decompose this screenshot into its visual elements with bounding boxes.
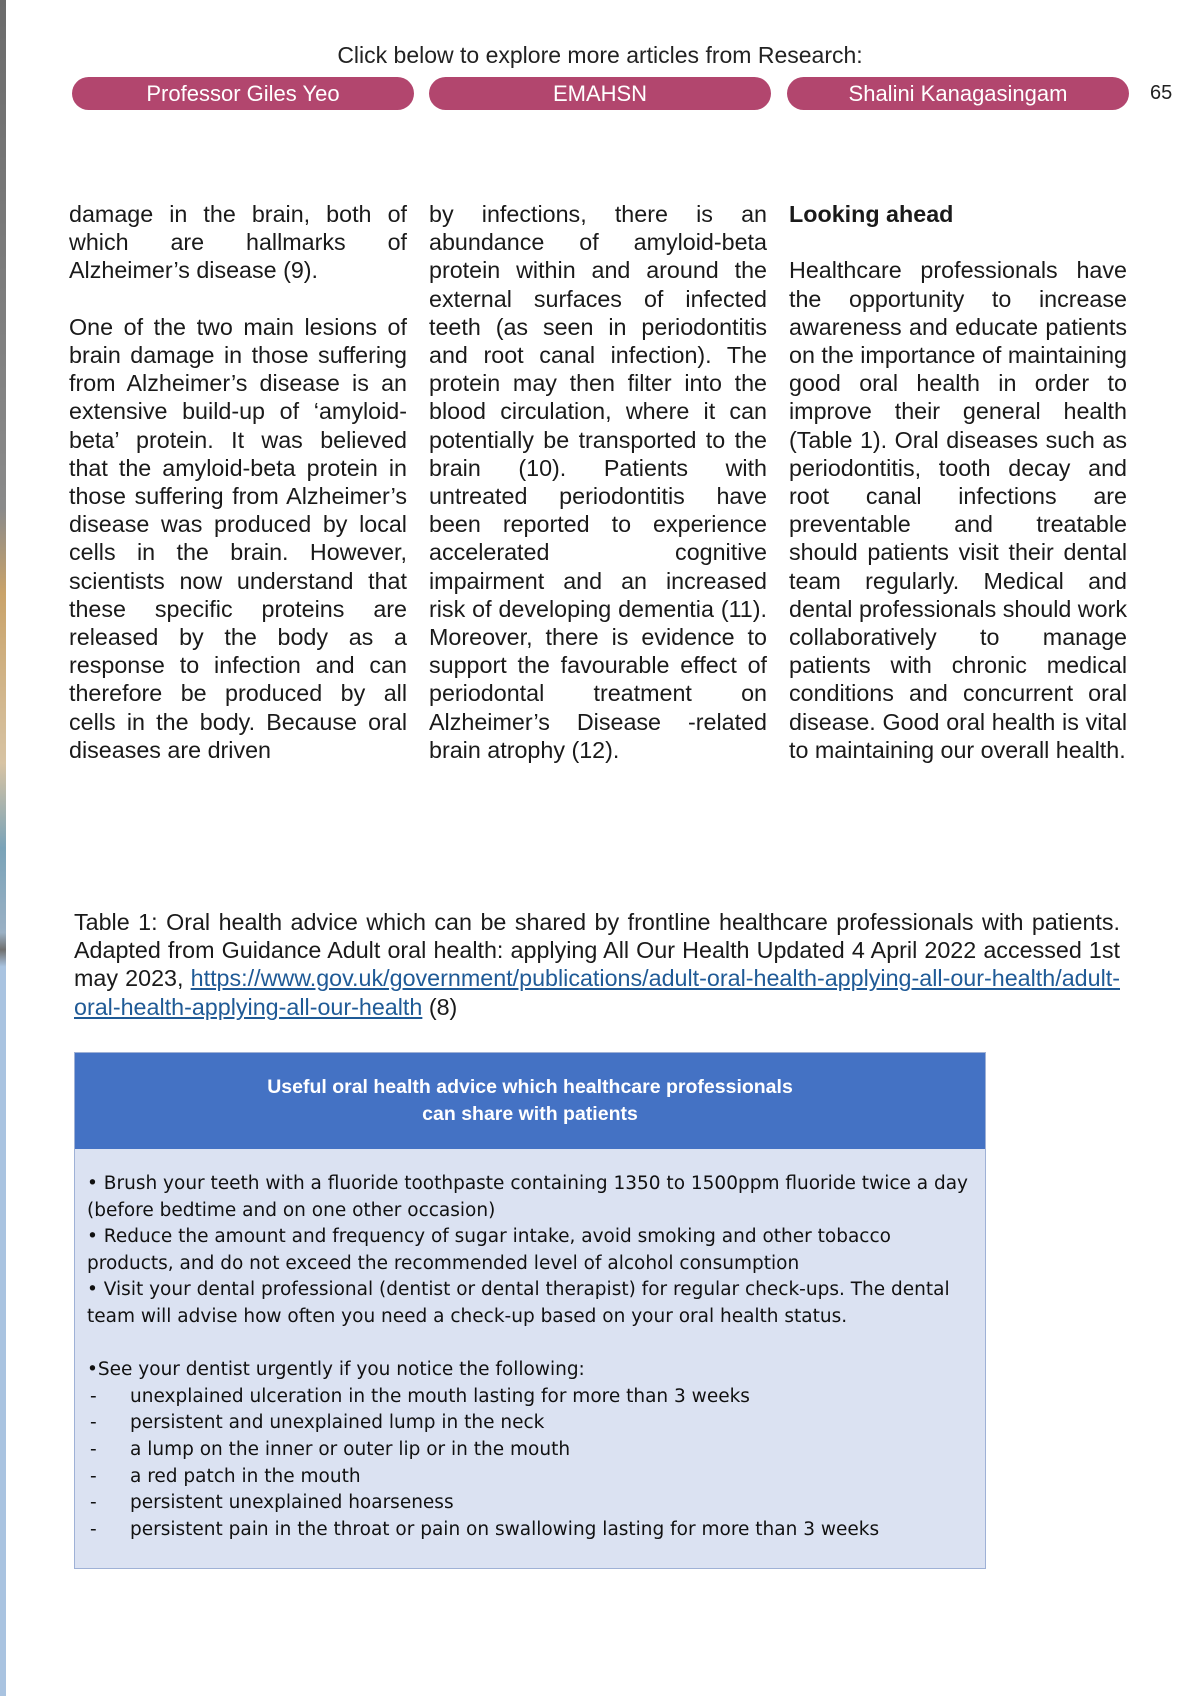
nav-caption: Click below to explore more articles from Research: (337, 42, 863, 68)
urgent-list-item (87, 1410, 973, 1437)
paragraph: damage in the brain, both of which are hallmarks of Alzheimer’s disease (9). (69, 201, 407, 284)
urgent-item-text: a red patch in the mouth (130, 1465, 361, 1487)
urgent-list-item (87, 1490, 973, 1517)
urgent-list-item (87, 1437, 973, 1464)
caption-text: Table 1: Oral health advice which can be shared by frontline healthcare professionals with patients. Adapted from Guidance Adult oral health: applying All Our Health Updated 4 April 2022 accessed 1st may 2023, (74, 909, 1120, 992)
advice-bullet: • Reduce the amount and frequency of sugar intake, avoid smoking and other tobacco products, and do not exceed the recommended level of alcohol consumption (87, 1226, 891, 1274)
caption-suffix: (8) (422, 993, 458, 1020)
dash-marker: - (90, 1438, 97, 1460)
nav-button-emahsn[interactable]: EMAHSN (429, 77, 771, 110)
advice-table (74, 1052, 986, 1569)
dash-marker: - (90, 1492, 97, 1514)
urgent-intro: •See your dentist urgently if you notice the following: (87, 1359, 585, 1381)
header-line: Useful oral health advice which healthcare professionals (267, 1076, 793, 1098)
urgent-list-item (87, 1464, 973, 1491)
dash-marker: - (90, 1385, 97, 1407)
page-number: 65 (1150, 82, 1173, 104)
advice-bullet: • Brush your teeth with a fluoride toothpaste containing 1350 to 1500ppm fluoride twice a day (before bedtime and on one other occasion) (87, 1173, 969, 1221)
text-column-1 (69, 200, 407, 792)
text-column-3 (789, 200, 1127, 792)
paragraph: One of the two main lesions of brain damage in those suffering from Alzheimer’s disease is an extensive build-up of ‘amyloid-beta’ protein. It was believed that the amyloid-beta protein in those suffering from Alzheimer’s disease was produced by local cells in the brain. However, scientists now understand that these specific proteins are released by the body as a response to infection and can therefore be produced by all cells in the body. Because oral diseases are driven (69, 313, 407, 763)
paragraph: Healthcare professionals have the opportunity to increase awareness and educate patients on the importance of maintaining good oral health in order to improve their general health (Table 1). Oral diseases such as periodontitis, tooth decay and root canal infections are preventable and treatable should patients visit their dental team regularly. Medical and dental professionals should work collaboratively to manage patients with chronic medical conditions and concurrent oral disease. Good oral health is vital to maintaining our overall health. (789, 257, 1128, 763)
nav-button-giles-yeo[interactable]: Professor Giles Yeo (72, 77, 414, 110)
page-edge-decoration (0, 0, 6, 1696)
urgent-list-item (87, 1384, 973, 1411)
urgent-item-text: persistent and unexplained lump in the neck (130, 1412, 545, 1434)
guidance-link[interactable]: https://www.gov.uk/government/publications/adult-oral-health-applying-all-our-health/adult-oral-health-applying-all-our-health (74, 965, 1120, 1020)
text-column-2 (429, 200, 767, 792)
dash-marker: - (90, 1412, 97, 1434)
paragraph: by infections, there is an abundance of amyloid-beta protein within and around the external surfaces of infected teeth (as seen in periodontitis and root canal infection). The protein may then filter into the blood circulation, where it can potentially be transported to the brain (10). Patients with untreated periodontitis have been reported to experience accelerated cognitive impairment and an increased risk of developing dementia (11). Moreover, there is evidence to support the favourable effect of periodontal treatment on Alzheimer’s Disease -related brain atrophy (12). (429, 201, 767, 763)
article-nav (72, 77, 1132, 110)
urgent-item-text: a lump on the inner or outer lip or in the mouth (130, 1438, 571, 1460)
urgent-item-text: persistent pain in the throat or pain on swallowing lasting for more than 3 weeks (130, 1518, 880, 1540)
urgent-item-text: persistent unexplained hoarseness (130, 1492, 454, 1514)
advice-table-header (75, 1053, 985, 1149)
advice-table-body (75, 1149, 985, 1543)
dash-marker: - (90, 1465, 97, 1487)
dash-marker: - (90, 1518, 97, 1540)
section-heading: Looking ahead (789, 201, 954, 227)
urgent-item-text: unexplained ulceration in the mouth lasting for more than 3 weeks (130, 1385, 750, 1407)
urgent-list-item (87, 1517, 973, 1544)
header-line: can share with patients (422, 1103, 638, 1125)
advice-bullet: • Visit your dental professional (dentist or dental therapist) for regular check-ups. The dental team will advise how often you need a check-up based on your oral health status. (87, 1279, 950, 1327)
nav-button-shalini-kanagasingam[interactable]: Shalini Kanagasingam (787, 77, 1129, 110)
table-caption (74, 908, 1120, 1021)
